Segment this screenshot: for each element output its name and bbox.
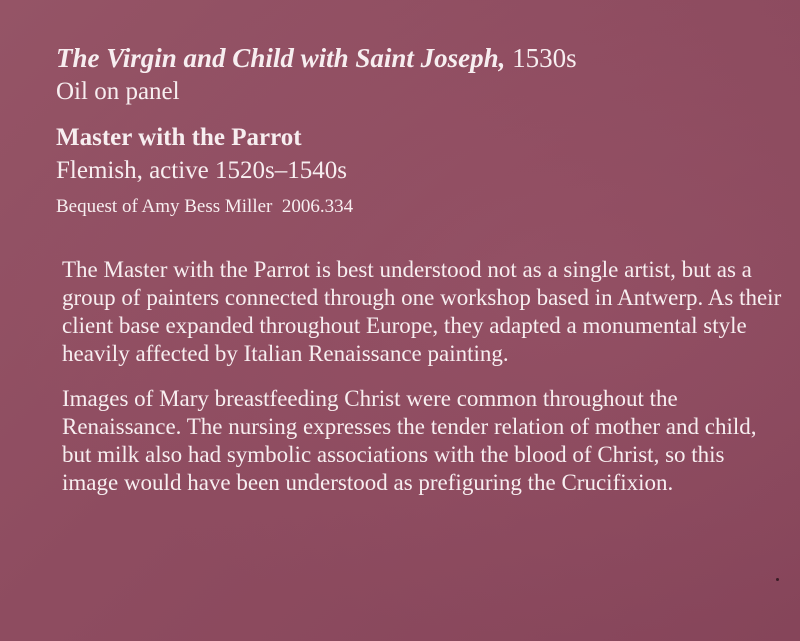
credit-line: Bequest of Amy Bess Miller 2006.334	[56, 196, 354, 217]
description-paragraph-2: Images of Mary breastfeeding Christ were common throughout the Renaissance. The nursing expresses the tender relation of mother and child, but milk also had symbolic associations with the blood of Christ, so this image would have been understood as prefiguring the Crucifixion.	[62, 386, 757, 495]
surface-speck	[776, 578, 779, 581]
artwork-title: The Virgin and Child with Saint Joseph,	[56, 43, 506, 73]
artwork-medium: Oil on panel	[56, 78, 180, 105]
description-paragraph-1: The Master with the Parrot is best understood not as a single artist, but as a group of painters connected through one workshop based in Antwerp. As their client base expanded throughout Europe, they adapted a monumental style heavily affected by Italian Renaissance painting.	[62, 257, 782, 366]
artwork-title-line	[56, 40, 800, 76]
artwork-date: 1530s	[505, 43, 577, 73]
artist-name: Master with the Parrot	[56, 124, 302, 151]
artist-nationality: Flemish, active 1520s–1540s	[56, 157, 347, 184]
